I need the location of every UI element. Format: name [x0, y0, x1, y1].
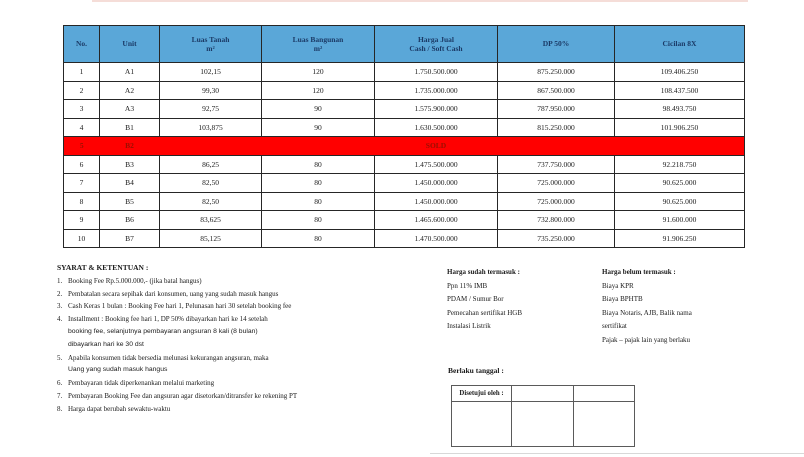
- table-cell: 737.750.000: [498, 155, 615, 174]
- table-row: [64, 118, 745, 137]
- table-cell: 91.600.000: [615, 211, 745, 230]
- terms-item: [57, 300, 407, 313]
- included-section: [447, 266, 607, 334]
- terms-item-number: 1.: [57, 276, 63, 285]
- table-cell: 1.575.900.000: [375, 100, 498, 119]
- terms-item-text: Harga dapat berubah sewaktu-waktu: [68, 404, 171, 413]
- terms-item: [57, 377, 407, 390]
- table-cell: B7: [100, 229, 160, 248]
- table-cell: 99,30: [160, 81, 262, 100]
- table-cell: 103,875: [160, 118, 262, 137]
- table-cell: 83,625: [160, 211, 262, 230]
- included-title: Harga sudah termasuk :: [447, 268, 520, 276]
- column-header-6: DP 50%: [498, 26, 615, 63]
- table-cell: 109.406.250: [615, 63, 745, 82]
- terms-item-number: 2.: [57, 289, 63, 298]
- table-cell: B4: [100, 174, 160, 193]
- terms-item-number: 4.: [57, 315, 63, 324]
- table-cell: SOLD: [375, 137, 498, 156]
- table-cell: 98.493.750: [615, 100, 745, 119]
- table-cell: 80: [262, 229, 375, 248]
- terms-title: SYARAT & KETENTUAN :: [57, 263, 149, 272]
- terms-item-number: 5.: [57, 353, 63, 362]
- approval-signature-row: [452, 402, 635, 447]
- table-cell: 1.465.600.000: [375, 211, 498, 230]
- table-cell: 90.625.000: [615, 192, 745, 211]
- table-cell: 4: [64, 118, 100, 137]
- excluded-section: [602, 266, 762, 348]
- table-row: [64, 211, 745, 230]
- approval-header-row: [452, 386, 635, 402]
- terms-item-text: Pembayaran Booking Fee dan angsuran agar disetorkan/ditransfer ke rekening PT: [68, 391, 298, 400]
- included-list: [447, 280, 607, 334]
- terms-item-number: 7.: [57, 391, 63, 400]
- terms-item-text: Apabila konsumen tidak bersedia melunasi kekurangan angsuran, maka: [68, 353, 269, 362]
- table-row: [64, 81, 745, 100]
- excluded-item: Biaya BPHTB: [602, 295, 643, 304]
- table-cell: 82,50: [160, 192, 262, 211]
- terms-list: [57, 275, 407, 416]
- table-cell: 1.470.500.000: [375, 229, 498, 248]
- table-cell: 92,75: [160, 100, 262, 119]
- table-cell: 91.906.250: [615, 229, 745, 248]
- table-row: [64, 100, 745, 119]
- table-cell: 787.950.000: [498, 100, 615, 119]
- approval-cell-empty: [512, 386, 574, 402]
- price-table-header-row: [64, 26, 745, 63]
- terms-section: [57, 262, 407, 416]
- column-header-1: No.: [64, 26, 100, 63]
- table-cell: 732.800.000: [498, 211, 615, 230]
- excluded-item: Biaya Notaris, AJB, Balik nama: [602, 308, 692, 317]
- table-cell: 815.250.000: [498, 118, 615, 137]
- table-cell: 102,15: [160, 63, 262, 82]
- included-item: Ppn 11% IMB: [447, 281, 488, 290]
- table-cell: B3: [100, 155, 160, 174]
- column-header-4: Luas Bangunan m²: [262, 26, 375, 63]
- included-item: Instalasi Listrik: [447, 322, 491, 331]
- excluded-item: sertifikat: [602, 322, 627, 331]
- terms-item-text: Installment : Booking fee hari 1, DP 50% dibayarkan hari ke 14 setelah: [68, 315, 268, 324]
- included-item: Pemecahan sertifikat HGB: [447, 308, 523, 317]
- table-cell: 725.000.000: [498, 174, 615, 193]
- table-cell: B1: [100, 118, 160, 137]
- table-cell: [498, 137, 745, 156]
- approval-table: [451, 385, 635, 447]
- terms-item-number: 6.: [57, 379, 63, 388]
- price-table: [63, 25, 745, 248]
- table-cell: 120: [262, 63, 375, 82]
- table-cell: 10: [64, 229, 100, 248]
- excluded-item: Pajak – pajak lain yang berlaku: [602, 335, 691, 344]
- column-header-2: Unit: [100, 26, 160, 63]
- terms-item-text: Booking Fee Rp.5.000.000,- (jika batal hangus): [68, 276, 202, 285]
- table-cell: 1.630.500.000: [375, 118, 498, 137]
- table-cell: 2: [64, 81, 100, 100]
- terms-item-number: 3.: [57, 302, 63, 311]
- top-edge-artifact: [92, 0, 748, 2]
- table-row: [64, 174, 745, 193]
- terms-item: [57, 313, 407, 326]
- table-cell: 875.250.000: [498, 63, 615, 82]
- table-cell: 86,25: [160, 155, 262, 174]
- table-cell: 7: [64, 174, 100, 193]
- table-cell: 1.450.000.000: [375, 192, 498, 211]
- table-cell: [160, 137, 375, 156]
- valid-date-label: Berlaku tanggal :: [448, 366, 504, 375]
- approved-by-label: Disetujui oleh :: [452, 386, 512, 402]
- table-cell: 1.735.000.000: [375, 81, 498, 100]
- table-cell: 108.437.500: [615, 81, 745, 100]
- terms-item-continuation: dibayarkan hari ke 30 dst: [68, 340, 144, 348]
- table-cell: 1.475.500.000: [375, 155, 498, 174]
- table-cell: 120: [262, 81, 375, 100]
- terms-item-text: Pembayaran tidak diperkenankan melalui marketing: [68, 379, 215, 388]
- terms-item-number: 8.: [57, 404, 63, 413]
- table-cell: 8: [64, 192, 100, 211]
- table-cell: 101.906.250: [615, 118, 745, 137]
- terms-item-text: Cash Keras 1 bulan : Booking Fee hari 1, Pelunasan hari 30 setelah booking fee: [68, 302, 292, 311]
- table-cell: 92.218.750: [615, 155, 745, 174]
- table-cell: 85,125: [160, 229, 262, 248]
- table-cell: 90.625.000: [615, 174, 745, 193]
- table-cell: 5: [64, 137, 100, 156]
- column-header-3: Luas Tanah m²: [160, 26, 262, 63]
- table-row: [64, 155, 745, 174]
- table-cell: 80: [262, 155, 375, 174]
- table-row: [64, 63, 745, 82]
- table-row: [64, 192, 745, 211]
- table-cell: 1: [64, 63, 100, 82]
- column-header-5: Harga Jual Cash / Soft Cash: [375, 26, 498, 63]
- terms-item: [57, 288, 407, 301]
- terms-item-text: Pembatalan secara sepihak dari konsumen, uang yang sudah masuk hangus: [68, 289, 279, 298]
- table-cell: A3: [100, 100, 160, 119]
- table-cell: 1.750.500.000: [375, 63, 498, 82]
- terms-item: [57, 403, 407, 416]
- excluded-title: Harga belum termasuk :: [602, 268, 676, 276]
- table-cell: 9: [64, 211, 100, 230]
- signature-cell: [452, 402, 512, 447]
- table-cell: 3: [64, 100, 100, 119]
- table-row-sold: [64, 137, 745, 156]
- terms-item: [57, 352, 407, 365]
- bottom-cutoff-artifact: [430, 453, 804, 454]
- table-cell: A1: [100, 63, 160, 82]
- table-cell: B6: [100, 211, 160, 230]
- signature-cell: [574, 402, 635, 447]
- table-cell: B2: [100, 137, 160, 156]
- column-header-7: Cicilan 8X: [615, 26, 745, 63]
- approval-cell-empty: [574, 386, 635, 402]
- table-cell: 80: [262, 192, 375, 211]
- terms-item-continuation: Uang yang sudah masuk hangus: [68, 366, 168, 374]
- table-cell: A2: [100, 81, 160, 100]
- table-cell: 80: [262, 174, 375, 193]
- table-cell: 80: [262, 211, 375, 230]
- table-cell: 735.250.000: [498, 229, 615, 248]
- excluded-item: Biaya KPR: [602, 281, 634, 290]
- table-row: [64, 229, 745, 248]
- table-cell: 6: [64, 155, 100, 174]
- terms-item-continuation: booking fee, selanjutnya pembayaran angsuran 8 kali (8 bulan): [68, 327, 258, 335]
- table-cell: 82,50: [160, 174, 262, 193]
- signature-cell: [512, 402, 574, 447]
- table-cell: B5: [100, 192, 160, 211]
- terms-item: [57, 275, 407, 288]
- terms-item: [57, 390, 407, 403]
- included-item: PDAM / Sumur Bor: [447, 295, 504, 304]
- table-cell: 1.450.000.000: [375, 174, 498, 193]
- table-cell: 867.500.000: [498, 81, 615, 100]
- excluded-list: [602, 280, 762, 348]
- table-cell: 725.000.000: [498, 192, 615, 211]
- table-cell: 90: [262, 100, 375, 119]
- table-cell: 90: [262, 118, 375, 137]
